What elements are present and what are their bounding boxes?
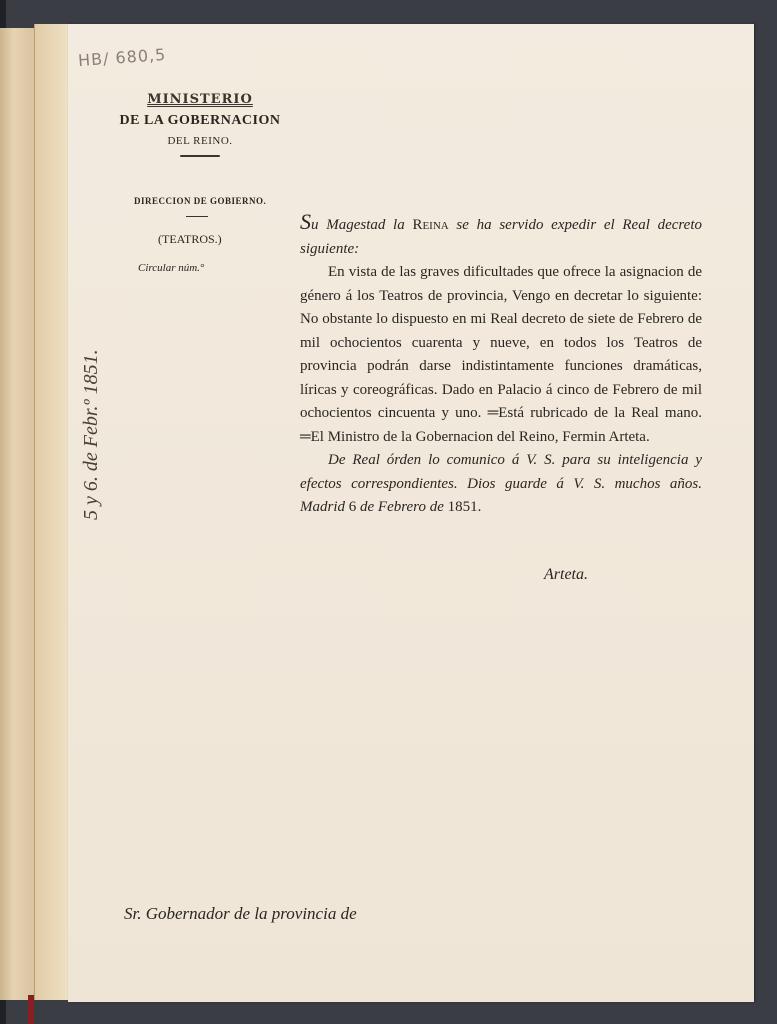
letterhead-ministry: MINISTERIO bbox=[147, 92, 253, 107]
addressee-line: Sr. Gobernador de la provincia de bbox=[124, 904, 357, 923]
signature: Arteta. bbox=[544, 566, 588, 583]
intro-reina: Reina bbox=[412, 217, 449, 233]
intro-text-1: u Magestad la bbox=[311, 217, 413, 233]
shelfmark: HB/ 680,5 bbox=[77, 44, 167, 71]
closing-day: 6 bbox=[348, 499, 357, 515]
binding-ribbon bbox=[28, 995, 34, 1024]
divider-dash bbox=[186, 216, 208, 217]
direccion-label: DIRECCION DE GOBIERNO. bbox=[134, 196, 267, 206]
book-spine bbox=[0, 28, 34, 1000]
drop-cap: S bbox=[300, 209, 311, 234]
intro-paragraph bbox=[300, 210, 702, 261]
closing-text-1: De Real órden lo comunico á V. S. para su inteligencia y efectos correspondientes. Dios guarde á V. S. muchos años. Madrid bbox=[300, 452, 702, 515]
handwritten-margin-note: 5 y 6. de Febr.º 1851. bbox=[80, 349, 102, 520]
closing-end: . bbox=[477, 499, 482, 515]
closing-text-2: de Febrero de bbox=[356, 499, 448, 515]
letterhead bbox=[112, 92, 288, 159]
closing-year: 1851 bbox=[447, 499, 478, 515]
intro-text-2: se ha servido expedir el Real decreto siguiente: bbox=[300, 217, 702, 257]
closing-paragraph bbox=[300, 449, 702, 520]
decree-paragraph: En vista de las graves dificultades que ofrece la asignacion de género á los Teatros de provincia, Vengo en decretar lo siguiente: No obstante lo dispuesto en mi Real decreto de siete de Febrero de mil ochocientos cuarenta y nueve, en todos los Teatros de provincia podrán darse indistintamente funciones dramáticas, líricas y coreográficas. Dado en Palacio á cinco de Febrero de mil ochocientos cincuenta y uno. ═Está rubricado de la Real mano. ═El Ministro de la Gobernacion del Reino, Fermin Arteta. bbox=[300, 264, 702, 445]
teatros-label: (TEATROS.) bbox=[158, 232, 222, 246]
circular-label: Circular núm.° bbox=[138, 262, 205, 274]
letterhead-reino: DEL REINO. bbox=[167, 135, 233, 147]
document-body bbox=[300, 210, 702, 520]
letterhead-gobernacion: DE LA GOBERNACION bbox=[119, 113, 281, 128]
ornament-divider bbox=[180, 153, 220, 159]
